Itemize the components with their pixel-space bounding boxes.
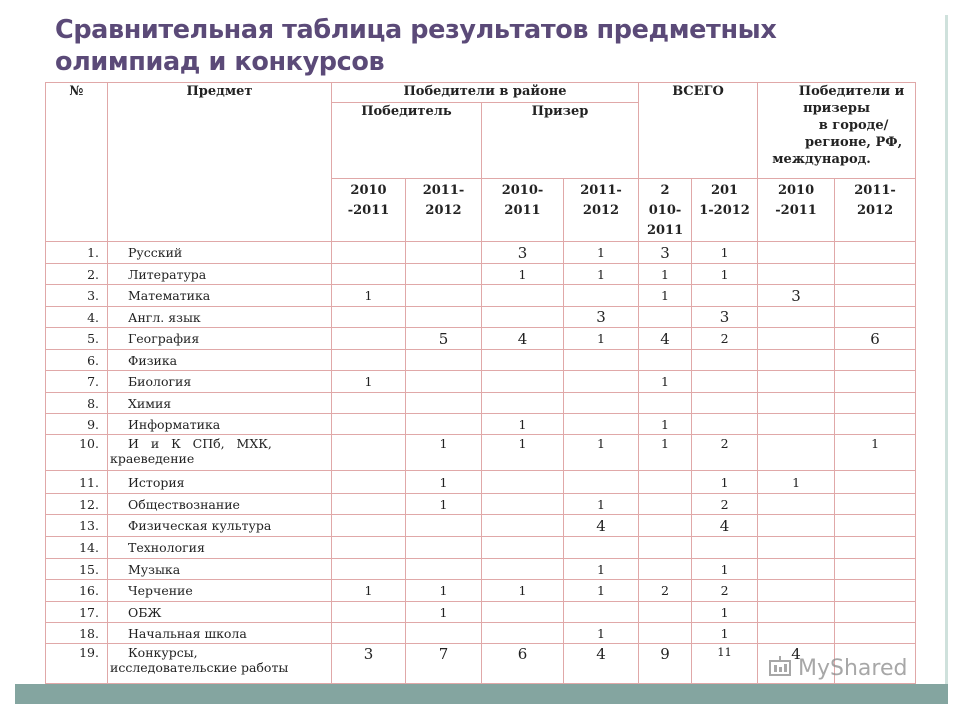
year-header-line: 2012: [856, 203, 894, 218]
table-row: [46, 350, 916, 371]
table-row: [46, 242, 916, 264]
value-cell: 4: [692, 515, 758, 537]
value-cell: [482, 371, 564, 393]
year-header-line: 2011-: [580, 183, 622, 198]
table-row: [46, 328, 916, 350]
value-cell: [835, 623, 916, 644]
table-row: [46, 264, 916, 285]
value-cell: [406, 350, 482, 371]
value-cell: [639, 537, 692, 559]
value-cell: 1: [835, 435, 916, 471]
value-cell: [835, 414, 916, 435]
value-cell: 1: [332, 285, 406, 307]
value-cell: [692, 371, 758, 393]
year-header-line: 2011: [646, 223, 684, 238]
value-cell: [406, 393, 482, 414]
value-cell: 1: [332, 371, 406, 393]
header-city-line-5: международ.: [772, 152, 871, 167]
header-city-region: [758, 83, 916, 179]
table-row: [46, 285, 916, 307]
value-cell: [406, 559, 482, 580]
subject-name-continued: краеведение: [110, 451, 195, 466]
subject-cell: Литература: [108, 264, 332, 285]
value-cell: [758, 602, 835, 623]
value-cell: 1: [406, 435, 482, 471]
value-cell: 5: [406, 328, 482, 350]
year-header-line: -2011: [775, 203, 817, 218]
year-header-2: [406, 179, 482, 242]
value-cell: [758, 242, 835, 264]
value-cell: 6: [835, 328, 916, 350]
row-number: 13.: [46, 515, 108, 537]
value-cell: [758, 623, 835, 644]
subject-cell: ОБЖ: [108, 602, 332, 623]
row-number: 9.: [46, 414, 108, 435]
header-prize: Призер: [482, 103, 639, 179]
value-cell: [482, 515, 564, 537]
subject-cell: История: [108, 471, 332, 494]
value-cell: [639, 307, 692, 328]
slide-bottom-bar: [15, 684, 948, 704]
value-cell: [482, 350, 564, 371]
value-cell: [332, 328, 406, 350]
value-cell: [758, 371, 835, 393]
value-cell: [332, 515, 406, 537]
row-number: 4.: [46, 307, 108, 328]
header-district: Победители в районе: [332, 83, 639, 103]
year-header-line: 2: [660, 183, 670, 198]
value-cell: [692, 537, 758, 559]
value-cell: [406, 371, 482, 393]
value-cell: [758, 307, 835, 328]
results-table: [45, 82, 916, 684]
subject-cell: Технология: [108, 537, 332, 559]
row-number: 2.: [46, 264, 108, 285]
year-header-line: 2010: [777, 183, 815, 198]
value-cell: [758, 350, 835, 371]
value-cell: [332, 435, 406, 471]
subject-cell: Физика: [108, 350, 332, 371]
value-cell: 4: [758, 644, 835, 684]
value-cell: 1: [692, 242, 758, 264]
year-header-1: [332, 179, 406, 242]
year-header-line: 2011-: [422, 183, 465, 198]
value-cell: [482, 602, 564, 623]
value-cell: [758, 328, 835, 350]
value-cell: 1: [564, 580, 639, 602]
header-subject: Предмет: [108, 83, 332, 242]
table-row: [46, 494, 916, 515]
value-cell: 1: [758, 471, 835, 494]
value-cell: [332, 623, 406, 644]
value-cell: [758, 515, 835, 537]
value-cell: 1: [639, 414, 692, 435]
value-cell: [332, 264, 406, 285]
value-cell: 1: [482, 414, 564, 435]
value-cell: [758, 559, 835, 580]
year-header-6: [692, 179, 758, 242]
value-cell: 3: [332, 644, 406, 684]
subject-name-continued: исследовательские работы: [110, 660, 289, 675]
value-cell: [406, 264, 482, 285]
value-cell: 1: [406, 471, 482, 494]
value-cell: [835, 285, 916, 307]
table-row: [46, 414, 916, 435]
subject-cell: Информатика: [108, 414, 332, 435]
subject-cell: [108, 435, 332, 471]
value-cell: 3: [564, 307, 639, 328]
value-cell: [482, 471, 564, 494]
value-cell: [406, 414, 482, 435]
value-cell: [332, 393, 406, 414]
header-no: №: [46, 83, 108, 242]
value-cell: [692, 414, 758, 435]
value-cell: [758, 435, 835, 471]
row-number: 12.: [46, 494, 108, 515]
value-cell: [835, 515, 916, 537]
slide-title: Сравнительная таблица результатов предметных олимпиад и конкурсов: [55, 15, 777, 77]
subject-name: И и К СПб, МХК,: [128, 436, 272, 451]
value-cell: 2: [692, 435, 758, 471]
value-cell: 1: [564, 264, 639, 285]
value-cell: 1: [406, 494, 482, 515]
table-row: [46, 371, 916, 393]
value-cell: [639, 494, 692, 515]
table-row: [46, 580, 916, 602]
table-row: [46, 515, 916, 537]
subject-cell: Химия: [108, 393, 332, 414]
table-row: [46, 435, 916, 471]
value-cell: 2: [692, 494, 758, 515]
slide-frame-edge: [945, 15, 948, 685]
value-cell: 3: [692, 307, 758, 328]
value-cell: [332, 559, 406, 580]
year-header-line: 2011-: [854, 183, 896, 198]
row-number: 5.: [46, 328, 108, 350]
header-city-line-3: в городе/: [818, 118, 889, 133]
value-cell: [406, 623, 482, 644]
value-cell: [639, 559, 692, 580]
value-cell: 1: [692, 602, 758, 623]
value-cell: 1: [564, 623, 639, 644]
value-cell: [692, 350, 758, 371]
value-cell: 1: [639, 285, 692, 307]
value-cell: [835, 494, 916, 515]
year-header-line: -2011: [347, 203, 390, 218]
value-cell: 1: [482, 580, 564, 602]
row-number: 7.: [46, 371, 108, 393]
value-cell: 1: [564, 494, 639, 515]
header-total: ВСЕГО: [639, 83, 758, 179]
value-cell: [835, 580, 916, 602]
subject-cell: Русский: [108, 242, 332, 264]
value-cell: 6: [482, 644, 564, 684]
value-cell: [835, 350, 916, 371]
value-cell: 3: [639, 242, 692, 264]
row-number: 16.: [46, 580, 108, 602]
value-cell: [332, 471, 406, 494]
year-header-8: [835, 179, 916, 242]
value-cell: 1: [564, 328, 639, 350]
subject-cell: Начальная школа: [108, 623, 332, 644]
value-cell: [482, 559, 564, 580]
value-cell: [692, 285, 758, 307]
value-cell: [406, 307, 482, 328]
subject-cell: Физическая культура: [108, 515, 332, 537]
value-cell: [482, 537, 564, 559]
value-cell: [482, 393, 564, 414]
year-header-line: 2010-: [501, 183, 544, 198]
value-cell: [835, 602, 916, 623]
value-cell: 3: [482, 242, 564, 264]
value-cell: 3: [758, 285, 835, 307]
table-row: [46, 602, 916, 623]
watermark: [768, 656, 907, 681]
value-cell: 11: [692, 644, 758, 684]
value-cell: 2: [639, 580, 692, 602]
value-cell: [482, 307, 564, 328]
subject-cell: Черчение: [108, 580, 332, 602]
year-header-line: 201: [710, 183, 739, 198]
year-header-line: 1-2012: [699, 203, 750, 218]
value-cell: 4: [564, 644, 639, 684]
value-cell: 4: [482, 328, 564, 350]
value-cell: [639, 350, 692, 371]
row-number: 3.: [46, 285, 108, 307]
value-cell: [564, 371, 639, 393]
presentation-icon: [768, 656, 794, 678]
value-cell: 1: [639, 264, 692, 285]
table-row: [46, 559, 916, 580]
value-cell: 1: [564, 559, 639, 580]
value-cell: [482, 623, 564, 644]
table-row: [46, 471, 916, 494]
watermark-text: MyShared: [798, 656, 908, 681]
value-cell: [332, 350, 406, 371]
value-cell: [482, 494, 564, 515]
value-cell: [406, 537, 482, 559]
table-row: [46, 623, 916, 644]
value-cell: [406, 242, 482, 264]
subject-cell: Англ. язык: [108, 307, 332, 328]
value-cell: 1: [482, 264, 564, 285]
year-header-3: [482, 179, 564, 242]
value-cell: 1: [406, 602, 482, 623]
table-row: [46, 393, 916, 414]
subject-cell: География: [108, 328, 332, 350]
row-number: 6.: [46, 350, 108, 371]
year-header-line: 010-: [648, 203, 682, 218]
value-cell: [564, 471, 639, 494]
year-header-line: 2011: [504, 203, 541, 218]
value-cell: 1: [332, 580, 406, 602]
header-city-line-4: регионе, РФ,: [804, 135, 903, 150]
value-cell: [564, 393, 639, 414]
year-header-line: 2012: [425, 203, 462, 218]
value-cell: [835, 264, 916, 285]
subject-cell: Математика: [108, 285, 332, 307]
year-header-line: 2010: [350, 183, 387, 198]
row-number: 1.: [46, 242, 108, 264]
value-cell: [639, 602, 692, 623]
value-cell: [835, 537, 916, 559]
value-cell: [835, 393, 916, 414]
value-cell: [639, 471, 692, 494]
value-cell: [482, 285, 564, 307]
header-winner: Победитель: [332, 103, 482, 179]
value-cell: [758, 580, 835, 602]
value-cell: [692, 393, 758, 414]
value-cell: 1: [482, 435, 564, 471]
value-cell: 1: [639, 371, 692, 393]
value-cell: [639, 623, 692, 644]
value-cell: [332, 414, 406, 435]
value-cell: 1: [564, 242, 639, 264]
value-cell: [332, 537, 406, 559]
value-cell: 7: [406, 644, 482, 684]
value-cell: [332, 307, 406, 328]
subject-name: Конкурсы,: [128, 645, 198, 660]
table-row: [46, 307, 916, 328]
value-cell: [835, 471, 916, 494]
value-cell: [639, 393, 692, 414]
value-cell: [332, 602, 406, 623]
value-cell: [564, 414, 639, 435]
value-cell: [332, 242, 406, 264]
value-cell: [758, 414, 835, 435]
value-cell: [835, 559, 916, 580]
value-cell: [758, 264, 835, 285]
row-number: 18.: [46, 623, 108, 644]
value-cell: [758, 393, 835, 414]
header-city-line-1: Победители и: [798, 84, 905, 99]
value-cell: 1: [692, 471, 758, 494]
value-cell: 1: [406, 580, 482, 602]
value-cell: [758, 537, 835, 559]
row-number: 17.: [46, 602, 108, 623]
year-header-5: [639, 179, 692, 242]
value-cell: 2: [692, 580, 758, 602]
value-cell: 1: [692, 264, 758, 285]
value-cell: [758, 494, 835, 515]
value-cell: [332, 494, 406, 515]
value-cell: [564, 350, 639, 371]
row-number: 15.: [46, 559, 108, 580]
year-header-4: [564, 179, 639, 242]
value-cell: 9: [639, 644, 692, 684]
value-cell: 4: [564, 515, 639, 537]
value-cell: [639, 515, 692, 537]
value-cell: 1: [639, 435, 692, 471]
row-number: 11.: [46, 471, 108, 494]
value-cell: 1: [692, 623, 758, 644]
subject-cell: Обществознание: [108, 494, 332, 515]
value-cell: 1: [692, 559, 758, 580]
value-cell: [406, 285, 482, 307]
row-number: 10.: [46, 435, 108, 471]
value-cell: [564, 285, 639, 307]
value-cell: [564, 537, 639, 559]
row-number: 19.: [46, 644, 108, 684]
value-cell: 4: [639, 328, 692, 350]
year-header-line: 2012: [582, 203, 620, 218]
value-cell: 2: [692, 328, 758, 350]
subject-cell: Биология: [108, 371, 332, 393]
year-header-7: [758, 179, 835, 242]
row-number: 8.: [46, 393, 108, 414]
value-cell: [406, 515, 482, 537]
value-cell: [835, 371, 916, 393]
value-cell: 1: [564, 435, 639, 471]
table-row: [46, 537, 916, 559]
subject-cell: [108, 644, 332, 684]
subject-cell: Музыка: [108, 559, 332, 580]
value-cell: [835, 242, 916, 264]
value-cell: [835, 307, 916, 328]
value-cell: [564, 602, 639, 623]
row-number: 14.: [46, 537, 108, 559]
header-city-line-2: призеры: [803, 101, 871, 116]
